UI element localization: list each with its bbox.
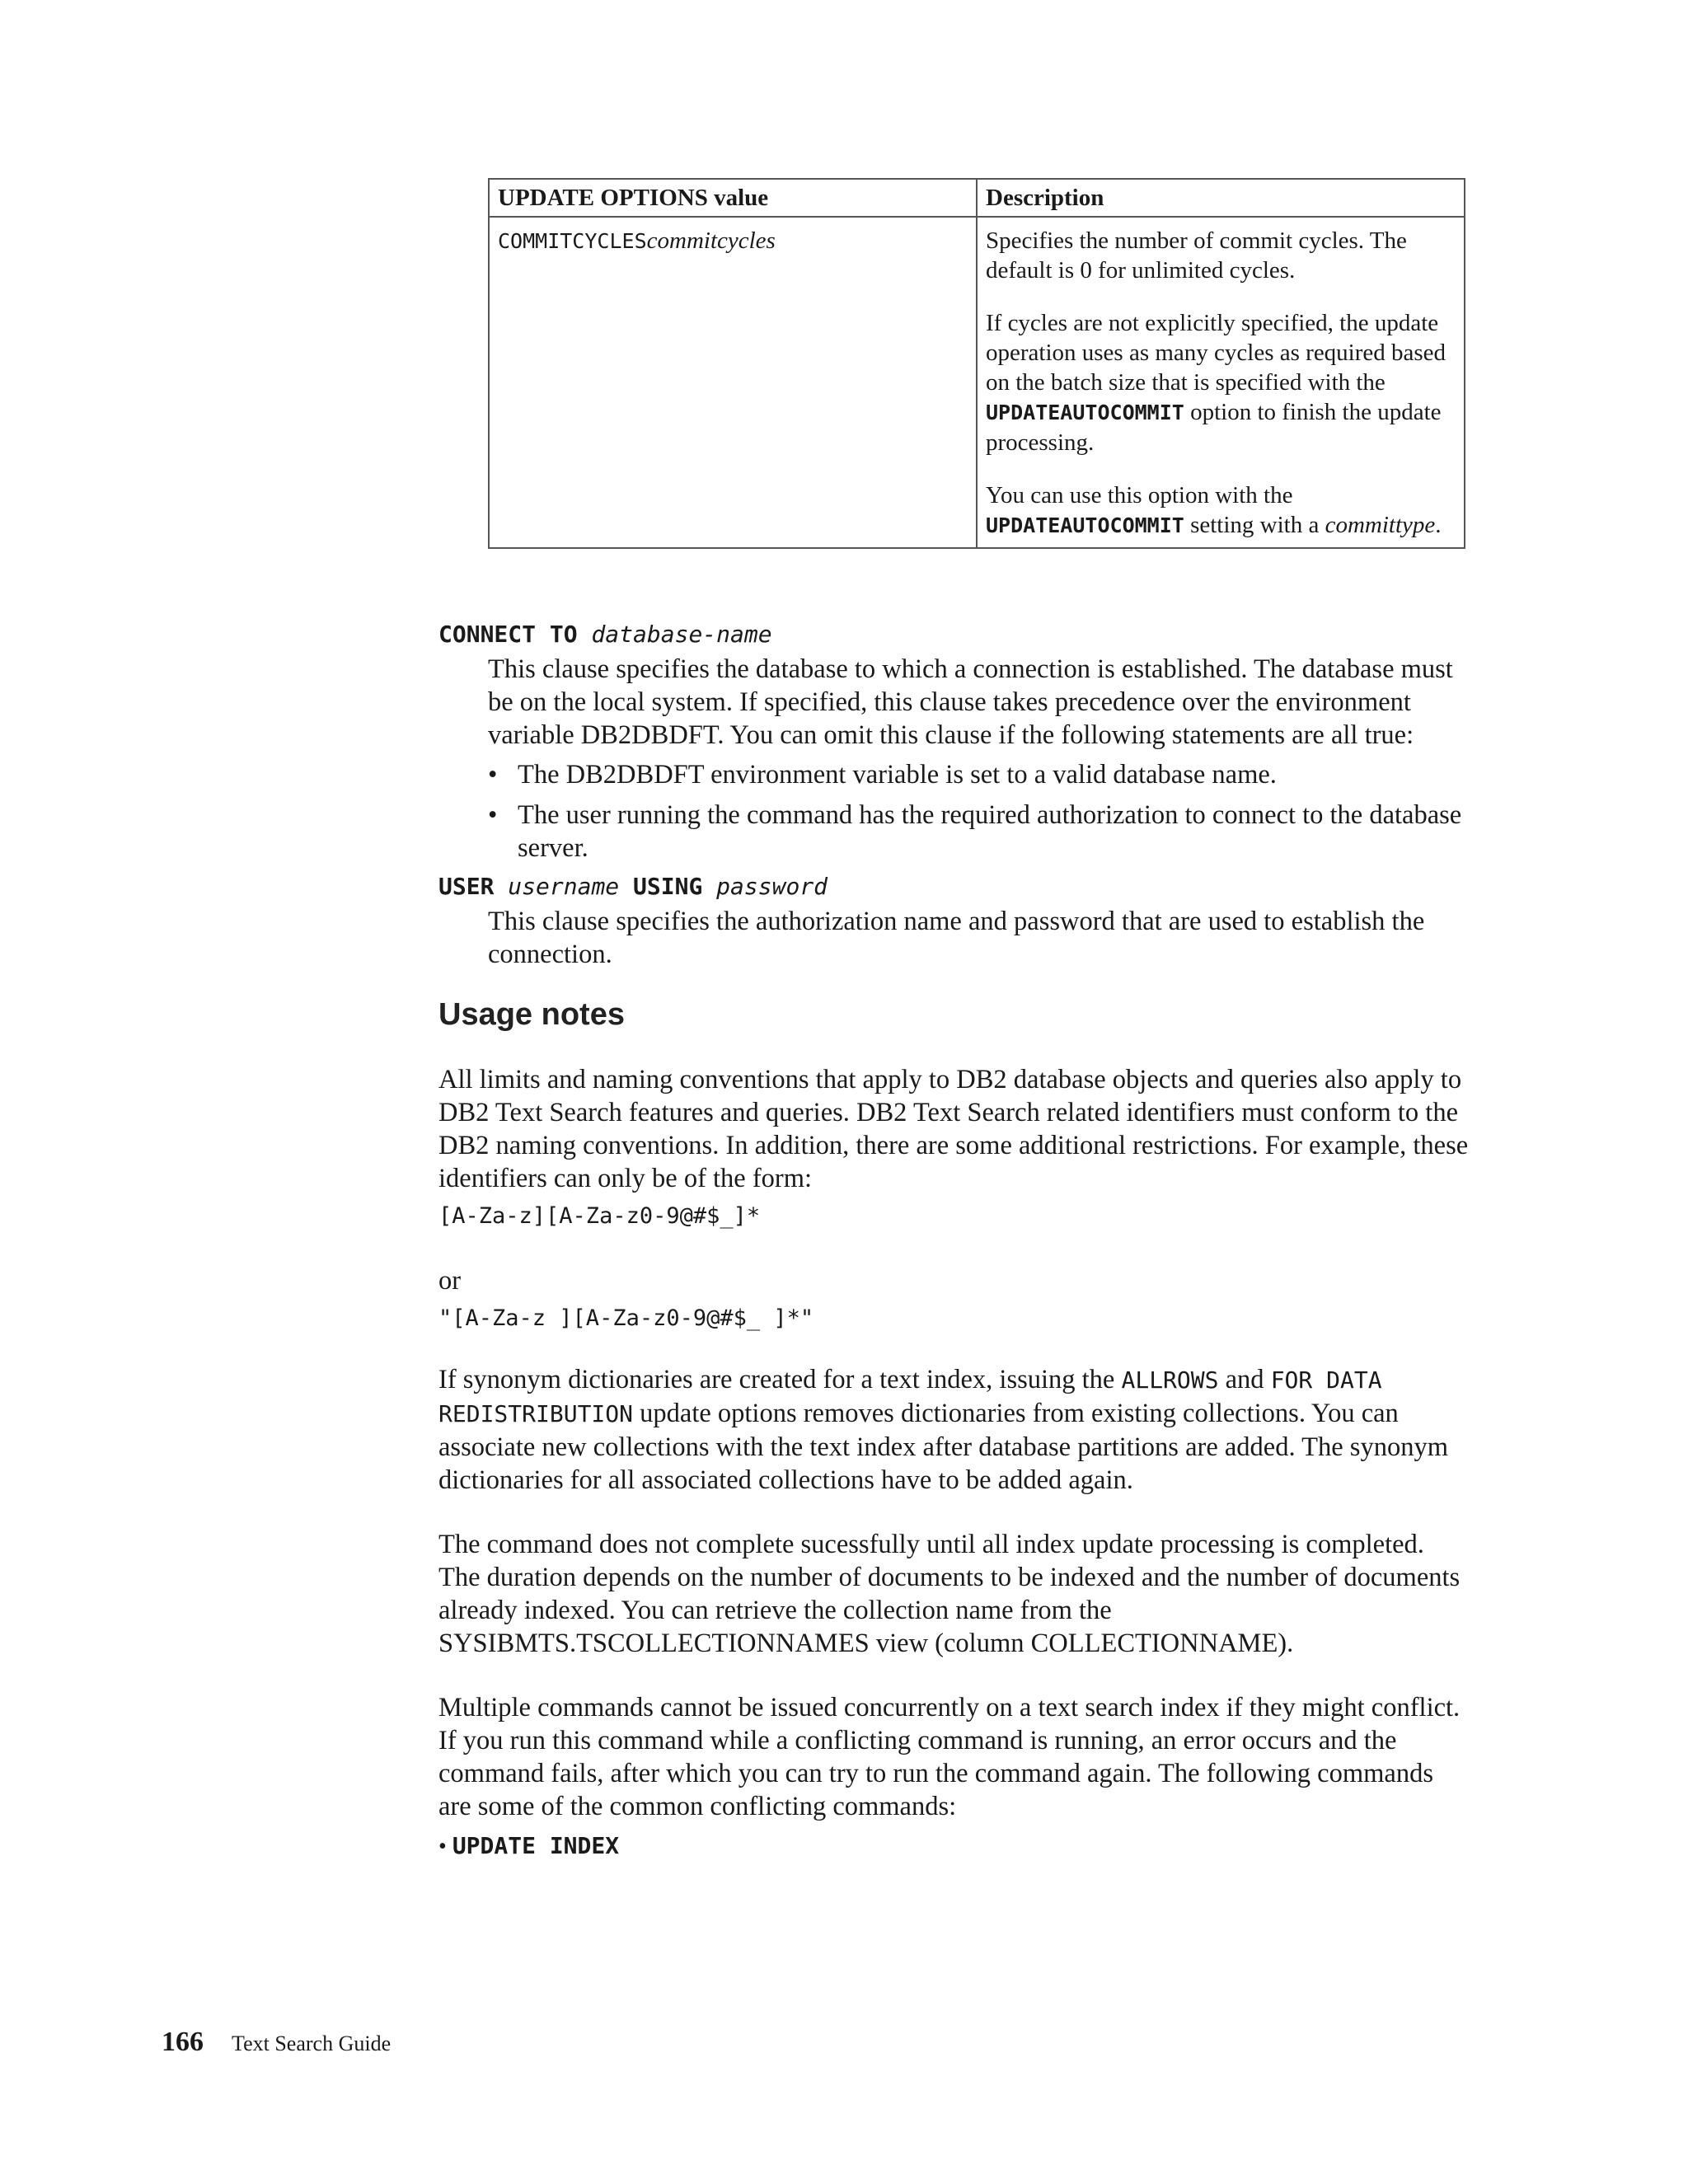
identifier-pattern-1: [A-Za-z][A-Za-z0-9@#$_]* [438,1203,761,1229]
usage-p2-and: and [1218,1365,1271,1394]
user-description [488,905,1469,971]
page-number: 166 [162,2027,204,2057]
usage-p2-text: If synonym dictionaries are created for a text index, issuing the [438,1365,1122,1394]
table-header-option: UPDATE OPTIONS value [489,179,977,217]
connect-text: This clause specifies the database to which a connection is established. The database must be on the local system. If specified, this clause takes precedence over the environment variable DB2DBDFT. You can omit this clause if the following statements are all true: [488,654,1453,750]
usage-paragraph-4: Multiple commands cannot be issued concurrently on a text search index if they might conflict. If you run this command while a conflicting command is running, an error occurs and the command fails, after which you can try to run the command again. The following commands are some of the common conflicting commands: [438,1693,1461,1821]
usage-paragraph-2 [438,1363,1469,1497]
description-p2-keyword: UPDATEAUTOCOMMIT [986,401,1184,424]
bullet-icon: • [488,760,498,790]
main-content [438,620,1469,1862]
user-text: This clause specifies the authorization name and password that are used to establish the connection. [488,907,1425,969]
connect-term [438,620,1469,649]
user-param: username [508,873,620,900]
identifier-pattern-2: "[A-Za-z ][A-Za-z0-9@#$_ ]*" [438,1305,814,1331]
usage-p2-after: update options removes dictionaries from existing collections. You can associate new collections with the text index after database partitions are added. The synonym dictionaries for all associated collections have to be added again. [438,1399,1448,1495]
description-p3-italic: committype [1325,512,1436,538]
connect-bullets [488,758,1469,865]
table-header-row [489,179,1465,217]
option-cell [489,217,977,548]
description-p3-keyword: UPDATEAUTOCOMMIT [986,513,1184,537]
description-p3-text: You can use this option with the [986,482,1293,509]
update-options-table [488,178,1465,549]
book-title: Text Search Guide [232,2032,392,2055]
description-p3-mid: setting with a [1184,512,1325,538]
description-p3-end: . [1435,512,1442,538]
option-param: commitcycles [646,227,776,254]
connect-keyword: CONNECT TO [438,621,578,648]
list-item-text: The DB2DBDFT environment variable is set to a valid database name. [518,760,1277,790]
usage-paragraph-1: All limits and naming conventions that apply to DB2 database objects and queries also apply to DB2 Text Search features and queries. DB2 Text Search related identifiers must conform to the DB2 naming conventions. In addition, there are some additional restrictions. For example, these identifiers can only be of the form: [438,1065,1469,1193]
command-name: UPDATE INDEX [452,1832,620,1859]
option-keyword: COMMITCYCLES [498,229,647,253]
allrows-keyword: ALLROWS [1121,1366,1219,1394]
or-text: or [438,1266,462,1296]
description-p1: Specifies the number of commit cycles. The default is 0 for unlimited cycles. [986,227,1407,284]
description-p2-text: If cycles are not explicitly specified, the update operation uses as many cycles as required based on the batch size that is specified with the [986,310,1447,396]
table-row [489,217,1465,548]
description-cell [977,217,1465,548]
usage-notes-heading: Usage notes [438,997,625,1032]
page-footer [162,2026,391,2060]
list-item [438,1831,1469,1862]
user-term [438,872,1469,902]
list-item [488,758,1469,791]
table-header-description: Description [977,179,1465,217]
redistribution-keyword: FOR DATA REDISTRIBUTION [438,1366,1382,1427]
conflicting-commands-list [438,1831,1469,1862]
using-keyword: USING [633,873,703,900]
connect-param: database-name [591,621,772,648]
connect-description [488,653,1469,865]
user-keyword: USER [438,873,495,900]
description-p3 [986,480,1456,541]
description-p2 [986,308,1456,457]
bullet-icon: • [438,1834,447,1859]
list-item-text: The user running the command has the required authorization to connect to the database server. [518,800,1462,863]
list-item [488,799,1469,865]
bullet-icon: • [488,800,498,830]
usage-paragraph-3: The command does not complete sucessfully until all index update processing is completed. The duration depends on the number of documents to be indexed and the number of documents already indexed. You can retrieve the collection name from the SYSIBMTS.TSCOLLECTIONNAMES view (column COLLECTIONNAME). [438,1530,1461,1658]
description-p2-after: option to finish the update processing. [986,399,1442,456]
password-param: password [716,873,828,900]
